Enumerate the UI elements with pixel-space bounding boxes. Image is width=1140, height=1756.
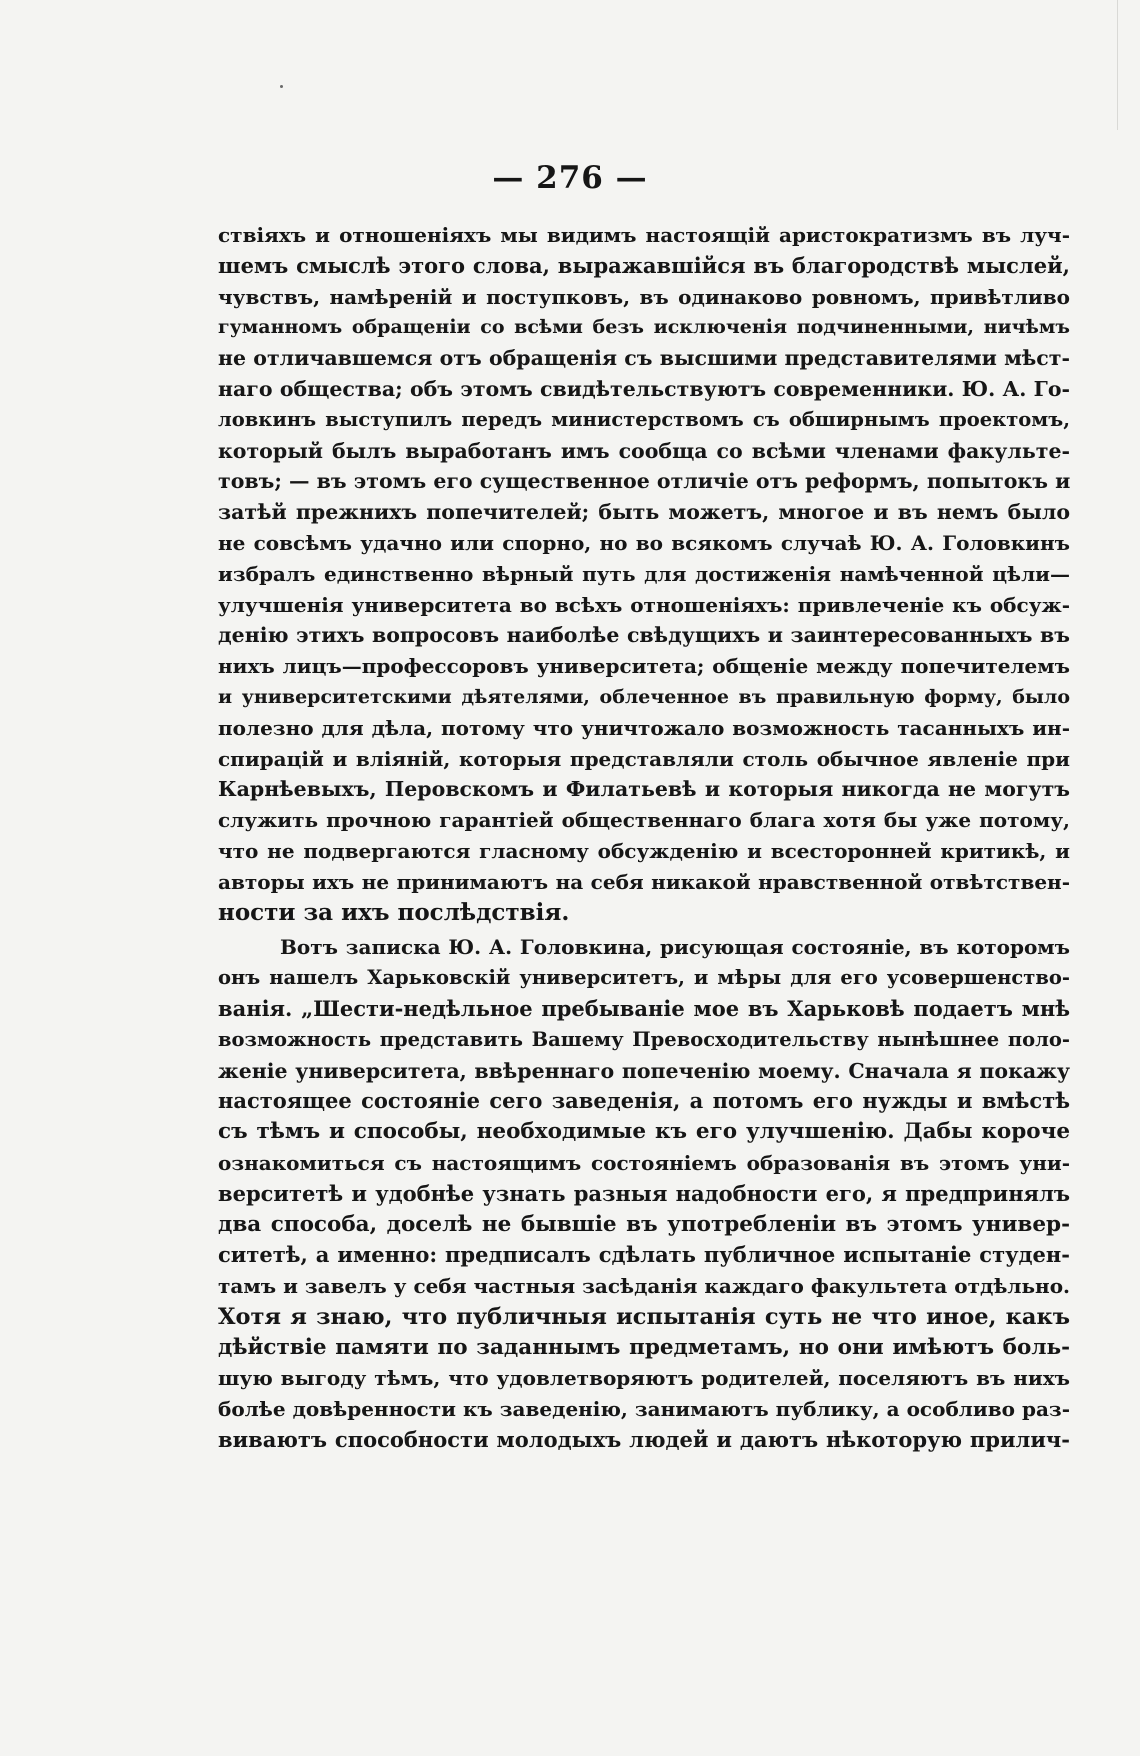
- text-line: ванія. „Шести-недѣльное пребываніе мое въ Харьковѣ подаетъ мнѣ: [218, 995, 1070, 1021]
- text-line: болѣе довѣренности къ заведенію, занимаютъ публику, а особливо раз-: [218, 1397, 1070, 1422]
- text-line: ситетѣ, а именно: предписалъ сдѣлать публичное испытаніе студен-: [218, 1242, 1070, 1268]
- text-line: тамъ и завелъ у себя частныя засѣданія каждаго факультета отдѣльно.: [218, 1274, 1070, 1299]
- text-line: настоящее состояніе сего заведенія, а потомъ его нужды и вмѣстѣ: [218, 1088, 1070, 1114]
- text-line: ознакомиться съ настоящимъ состояніемъ образованія въ этомъ уни-: [218, 1150, 1070, 1175]
- text-line: возможность представить Вашему Превосходительству нынѣшнее поло-: [218, 1027, 1070, 1051]
- paragraph-2: [218, 932, 1070, 1456]
- text-line: товъ; — въ этомъ его существенное отличіе отъ реформъ, попытокъ и: [218, 469, 1070, 494]
- text-line: денію этихъ вопросовъ наиболѣе свѣдущихъ и заинтересованныхъ въ: [218, 623, 1070, 648]
- text-line: не отличавшемся отъ обращенія съ высшими представителями мѣст-: [218, 346, 1070, 371]
- text-line: Вотъ записка Ю. А. Головкина, рисующая состояніе, въ которомъ: [280, 935, 1070, 960]
- text-line: Карнѣевыхъ, Перовскомъ и Филатьевѣ и которыя никогда не могутъ: [218, 777, 1070, 802]
- text-line: улучшенія университета во всѣхъ отношеніяхъ: привлеченіе къ обсуж-: [218, 592, 1070, 617]
- text-line: не совсѣмъ удачно или спорно, но во всякомъ случаѣ Ю. А. Головкинъ: [218, 530, 1070, 555]
- text-line: чувствъ, намѣреній и поступковъ, въ одинаково ровномъ, привѣтливо: [218, 284, 1070, 309]
- text-line: ловкинъ выступилъ передъ министерствомъ съ обширнымъ проектомъ,: [218, 407, 1070, 431]
- text-line: который былъ выработанъ имъ сообща со всѣми членами факульте-: [218, 438, 1070, 463]
- paper-speck: [280, 85, 283, 88]
- body-text: [218, 220, 1070, 1456]
- text-line: затѣй прежнихъ попечителей; быть можетъ, многое и въ немъ было: [218, 500, 1070, 525]
- text-line: полезно для дѣла, потому что уничтожало возможность тасанныхъ ин-: [218, 715, 1070, 740]
- text-line: Хотя я знаю, что публичныя испытанія суть не что иное, какъ: [218, 1303, 1070, 1330]
- text-line: авторы ихъ не принимаютъ на себя никакой нравственной отвѣтствен-: [218, 869, 1070, 894]
- text-line: онъ нашелъ Харьковскій университетъ, и мѣры для его усовершенство-: [218, 966, 1070, 990]
- text-line: что не подвергаются гласному обсужденію и всесторонней критикѣ, и: [218, 838, 1070, 863]
- text-line: спирацій и вліяній, которыя представляли столь обычное явленіе при: [218, 746, 1070, 771]
- text-line: дѣйствіе памяти по заданнымъ предметамъ, но они имѣютъ боль-: [218, 1334, 1070, 1360]
- text-line: ствіяхъ и отношеніяхъ мы видимъ настоящій аристократизмъ въ луч-: [218, 223, 1070, 247]
- page-edge-line: [1117, 0, 1118, 130]
- text-line: два способа, доселѣ не бывшіе въ употребленіи въ этомъ универ-: [218, 1211, 1070, 1237]
- text-line: служить прочною гарантіей общественнаго блага хотя бы уже потому,: [218, 808, 1070, 833]
- text-line: избралъ единственно вѣрный путь для достиженія намѣченной цѣли—: [218, 561, 1070, 586]
- text-line: женіе университета, ввѣреннаго попеченію моему. Сначала я покажу: [218, 1058, 1070, 1083]
- text-line: виваютъ способности молодыхъ людей и даютъ нѣкоторую прилич-: [218, 1427, 1070, 1453]
- text-line: шемъ смыслѣ этого слова, выражавшійся въ благородствѣ мыслей,: [218, 252, 1070, 278]
- text-line: и университетскими дѣятелями, облеченное въ правильную форму, было: [218, 685, 1070, 708]
- text-line: нихъ лицъ—профессоровъ университета; общеніе между попечителемъ: [218, 654, 1070, 679]
- page-number: — 276 —: [492, 160, 648, 196]
- text-line: верситетѣ и удобнѣе узнать разныя надобности его, я предпринялъ: [218, 1180, 1070, 1206]
- text-line: ности за ихъ послѣдствія.: [218, 898, 570, 926]
- paragraph-1: [218, 220, 1070, 928]
- text-line: наго общества; объ этомъ свидѣтельствуютъ современники. Ю. А. Го-: [218, 376, 1070, 401]
- text-line: гуманномъ обращеніи со всѣми безъ исключенія подчиненными, ничѣмъ: [218, 316, 1070, 339]
- text-line: шую выгоду тѣмъ, что удовлетворяютъ родителей, поселяютъ въ нихъ: [218, 1366, 1070, 1391]
- text-line: съ тѣмъ и способы, необходимые къ его улучшенію. Дабы короче: [218, 1119, 1070, 1145]
